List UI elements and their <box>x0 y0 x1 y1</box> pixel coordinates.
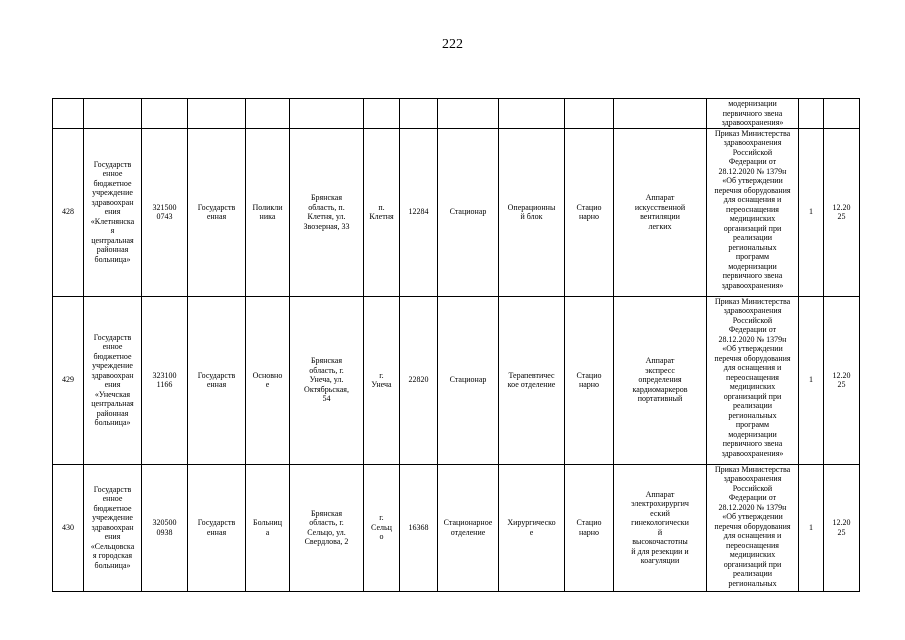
date-cell: 12.20 25 <box>824 128 860 296</box>
row-number: 429 <box>53 296 84 464</box>
oktmo-cell: 22820 <box>400 296 438 464</box>
unit-cell: Терапевтичес кое отделение <box>499 296 565 464</box>
care-cell: Стационар <box>438 296 499 464</box>
ownership-cell: Государств енная <box>188 296 246 464</box>
unit-cell: Хирургическо е <box>499 464 565 591</box>
code-cell: 321500 0743 <box>142 128 188 296</box>
facility-type-cell: Поликли ника <box>246 128 290 296</box>
equipment-cell: Аппарат искусственной вентиляции легких <box>614 128 707 296</box>
condition-cell: Стацио нарно <box>565 128 614 296</box>
care-cell: Стационар <box>438 128 499 296</box>
locality-cell: г. Сельц о <box>364 464 400 591</box>
condition-cell: Стацио нарно <box>565 464 614 591</box>
address-cell: Брянская область, г. Сельцо, ул. Свердлова, 2 <box>290 464 364 591</box>
locality-cell: г. Унеча <box>364 296 400 464</box>
table-row <box>53 296 860 464</box>
quantity-cell: 1 <box>799 128 824 296</box>
care-cell: Стационарное отделение <box>438 464 499 591</box>
order-cell: Приказ Министерства здравоохранения Российской Федерации от 28.12.2020 № 1379н «Об утверждении перечня оборудования для оснащения и переоснащения медицинских организаций при реализации региональных программ модернизации первичного звена здравоохранения» <box>707 296 799 464</box>
address-cell: Брянская область, п. Клетня, ул. Звозерная, 33 <box>290 128 364 296</box>
oktmo-cell: 16368 <box>400 464 438 591</box>
ownership-cell: Государств енная <box>188 128 246 296</box>
row-number: 428 <box>53 128 84 296</box>
ownership-cell: Государств енная <box>188 464 246 591</box>
table-row-continuation <box>53 99 860 129</box>
date-cell: 12.20 25 <box>824 464 860 591</box>
institution-cell: Государств енное бюджетное учреждение здравоохран ения «Унечская центральная районная больница» <box>84 296 142 464</box>
order-cell: модернизации первичного звена здравоохранения» <box>707 99 799 129</box>
locality-cell: п. Клетня <box>364 128 400 296</box>
table-row <box>53 128 860 296</box>
quantity-cell: 1 <box>799 296 824 464</box>
order-cell: Приказ Министерства здравоохранения Российской Федерации от 28.12.2020 № 1379н «Об утверждении перечня оборудования для оснащения и переоснащения медицинских организаций при реализации региональных <box>707 464 799 591</box>
institution-cell: Государств енное бюджетное учреждение здравоохран ения «Клетнянска я центральная районная больница» <box>84 128 142 296</box>
page-number: 222 <box>442 37 463 52</box>
facility-type-cell: Основно е <box>246 296 290 464</box>
equipment-cell: Аппарат экспресс определения кардиомаркеров портативный <box>614 296 707 464</box>
code-cell: 320500 0938 <box>142 464 188 591</box>
address-cell: Брянская область, г. Унеча, ул. Октябрьская, 54 <box>290 296 364 464</box>
code-cell: 323100 1166 <box>142 296 188 464</box>
oktmo-cell: 12284 <box>400 128 438 296</box>
date-cell: 12.20 25 <box>824 296 860 464</box>
facility-type-cell: Больниц а <box>246 464 290 591</box>
table-row <box>53 464 860 591</box>
order-cell: Приказ Министерства здравоохранения Российской Федерации от 28.12.2020 № 1379н «Об утверждении перечня оборудования для оснащения и переоснащения медицинских организаций при реализации региональных программ модернизации первичного звена здравоохранения» <box>707 128 799 296</box>
institution-cell: Государств енное бюджетное учреждение здравоохран ения «Сельцовска я городская больница» <box>84 464 142 591</box>
unit-cell: Операционны й блок <box>499 128 565 296</box>
equipment-cell: Аппарат электрохирургич еский гинекологически й высокочастотны й для резекции и коагуляции <box>614 464 707 591</box>
row-number: 430 <box>53 464 84 591</box>
quantity-cell: 1 <box>799 464 824 591</box>
equipment-table <box>52 98 860 592</box>
condition-cell: Стацио нарно <box>565 296 614 464</box>
